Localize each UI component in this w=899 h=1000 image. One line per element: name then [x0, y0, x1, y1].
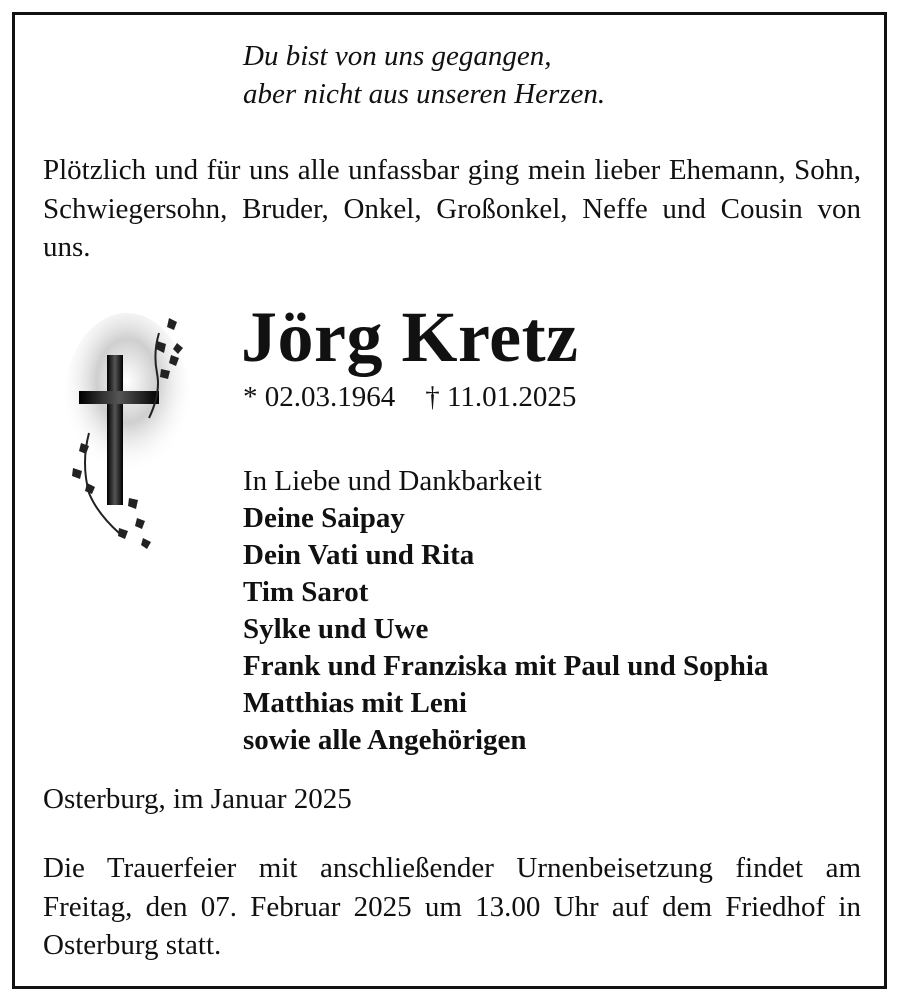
- deceased-name: Jörg Kretz: [241, 297, 579, 377]
- mourner-name: Tim Sarot: [243, 576, 369, 608]
- life-dates: [243, 379, 576, 415]
- funeral-service-info: Die Trauerfeier mit anschließender Urnenbeisetzung findet am Freitag, den 07. Februar 2025 um 13.00 Uhr auf dem Friedhof in Osterburg statt.: [43, 852, 861, 961]
- death-date: † 11.01.2025: [425, 381, 577, 413]
- mourner-name: Matthias mit Leni: [243, 687, 467, 719]
- obituary-frame: [12, 12, 887, 989]
- cross-with-ivy-icon: [59, 303, 199, 553]
- mourner-name: Deine Saipay: [243, 502, 405, 534]
- mourners-list: [243, 463, 768, 759]
- mourner-name: Frank und Franziska mit Paul und Sophia: [243, 650, 769, 682]
- place-and-date: Osterburg, im Januar 2025: [43, 783, 352, 815]
- intro-text: Plötzlich und für uns alle unfassbar ging mein lieber Ehemann, Sohn, Schwiegersohn, Bruder, Onkel, Großonkel, Neffe und Cousin von uns.: [43, 154, 861, 263]
- mourner-name: Dein Vati und Rita: [243, 539, 475, 571]
- mourners-lead: In Liebe und Dankbarkeit: [243, 465, 542, 497]
- mourner-name: sowie alle Angehörigen: [243, 724, 527, 756]
- motto-line-1: Du bist von uns gegangen,: [243, 40, 552, 72]
- motto-line-2: aber nicht aus unseren Herzen.: [243, 78, 606, 110]
- mourner-name: Sylke und Uwe: [243, 613, 429, 645]
- birth-date: * 02.03.1964: [243, 381, 396, 413]
- motto: [243, 37, 863, 113]
